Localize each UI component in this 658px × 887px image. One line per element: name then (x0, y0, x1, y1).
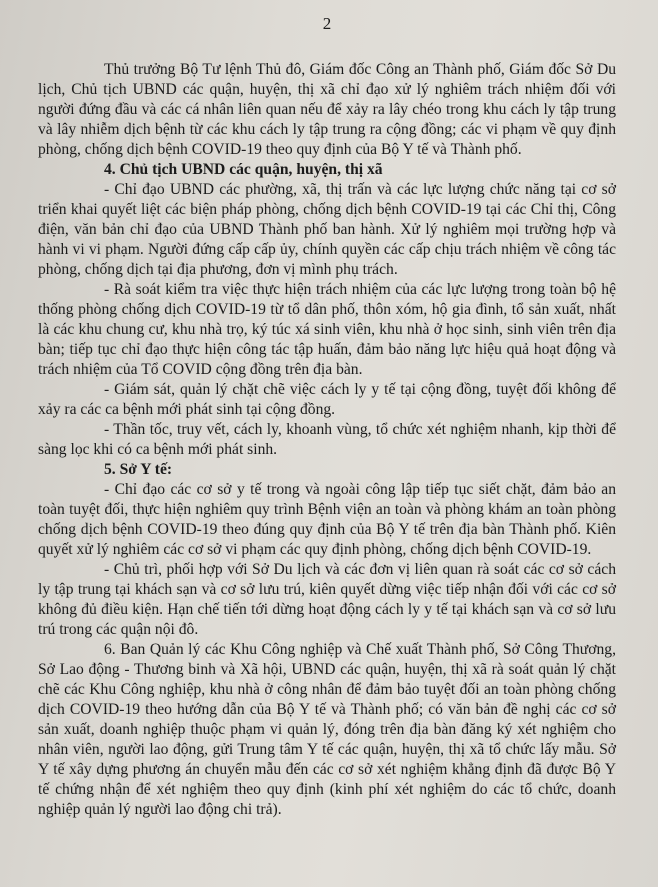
paragraph-5b: - Chủ trì, phối hợp với Sở Du lịch và các đơn vị liên quan rà soát các cơ sở cách ly tập trung tại khách sạn và cơ sở lưu trú, kiên quyết dừng việc tiếp nhận đối với các cơ sở không đủ điều kiện. Hạn chế tiến tới dừng hoạt động cách ly y tế tại khách sạn và cơ sở lưu trú trong các quận nội đô. (38, 561, 616, 638)
paragraph-5a: - Chỉ đạo các cơ sở y tế trong và ngoài công lập tiếp tục siết chặt, đảm bảo an toàn tuyệt đối, thực hiện nghiêm quy trình Bệnh viện an toàn và phòng khám an toàn phòng chống dịch bệnh COVID-19 theo đúng quy định của Bộ Y tế trên địa bàn Thành phố. Kiên quyết xử lý nghiêm các cơ sở vi phạm các quy định phòng, chống dịch bệnh COVID-19. (38, 481, 616, 558)
paragraph-4b: - Rà soát kiểm tra việc thực hiện trách nhiệm của các lực lượng trong toàn bộ hệ thống phòng chống dịch COVID-19 từ tổ dân phố, thôn xóm, hộ gia đình, tổ sản xuất, nhất là các khu chung cư, khu nhà trọ, ký túc xá sinh viên, khu nhà ở học sinh, sinh viên trên địa bàn; tiếp tục chỉ đạo thực hiện công tác tập huấn, đảm bảo năng lực hiệu quả hoạt động và trách nhiệm của Tổ COVID cộng đồng trên địa bàn. (38, 281, 616, 378)
paragraph-1: Thủ trưởng Bộ Tư lệnh Thủ đô, Giám đốc Công an Thành phố, Giám đốc Sở Du lịch, Chủ tịch UBND các quận, huyện, thị xã chỉ đạo xử lý nghiêm trách nhiệm đối với người đứng đầu và các cá nhân liên quan nếu để xảy ra lây chéo trong khu cách ly tập trung và lây nhiễm dịch bệnh từ các khu cách ly tập trung ra cộng đồng; các vi phạm về quy định phòng, chống dịch bệnh COVID-19 theo quy định của Bộ Y tế và Thành phố. (38, 61, 616, 158)
paragraph-4a: - Chỉ đạo UBND các phường, xã, thị trấn và các lực lượng chức năng tại cơ sở triển khai quyết liệt các biện pháp phòng, chống dịch bệnh COVID-19 tại các Chỉ thị, Công điện, văn bản chỉ đạo của UBND Thành phố ban hành. Xử lý nghiêm mọi trường hợp và hành vi vi phạm. Người đứng cấp cấp ủy, chính quyền các cấp chịu trách nhiệm về công tác phòng, chống dịch tại địa phương, đơn vị mình phụ trách. (38, 181, 616, 278)
page-number: 2 (322, 14, 332, 33)
paragraph-4d: - Thần tốc, truy vết, cách ly, khoanh vùng, tổ chức xét nghiệm nhanh, kịp thời để sàng lọc khi có ca bệnh mới phát sinh. (38, 421, 616, 458)
paragraph-4c: - Giám sát, quản lý chặt chẽ việc cách ly y tế tại cộng đồng, tuyệt đối không để xảy ra các ca bệnh mới phát sinh tại cộng đồng. (38, 381, 616, 418)
section-heading-4: 4. Chủ tịch UBND các quận, huyện, thị xã (104, 161, 383, 178)
paragraph-6: 6. Ban Quản lý các Khu Công nghiệp và Chế xuất Thành phố, Sở Công Thương, Sở Lao động - Thương binh và Xã hội, UBND các quận, huyện, thị xã rà soát quản lý chặt chẽ các Khu Công nghiệp, khu nhà ở công nhân để đảm bảo tuyệt đối an toàn phòng chống dịch COVID-19 theo hướng dẫn của Bộ Y tế và Thành phố; có văn bản đề nghị các cơ sở sản xuất, doanh nghiệp thuộc phạm vi quản lý, đóng trên địa bàn đăng ký xét nghiệm cho nhân viên, người lao động, gửi Trung tâm Y tế các quận, huyện, thị xã tổ chức lấy mẫu. Sở Y tế xây dựng phương án chuyển mẫu đến các cơ sở xét nghiệm khẳng định đã được Bộ Y tế chứng nhận để xét nghiệm theo quy định (kinh phí xét nghiệm do các tổ chức, doanh nghiệp quản lý người lao động chi trả). (38, 641, 616, 818)
section-heading-5: 5. Sở Y tế: (104, 461, 173, 478)
